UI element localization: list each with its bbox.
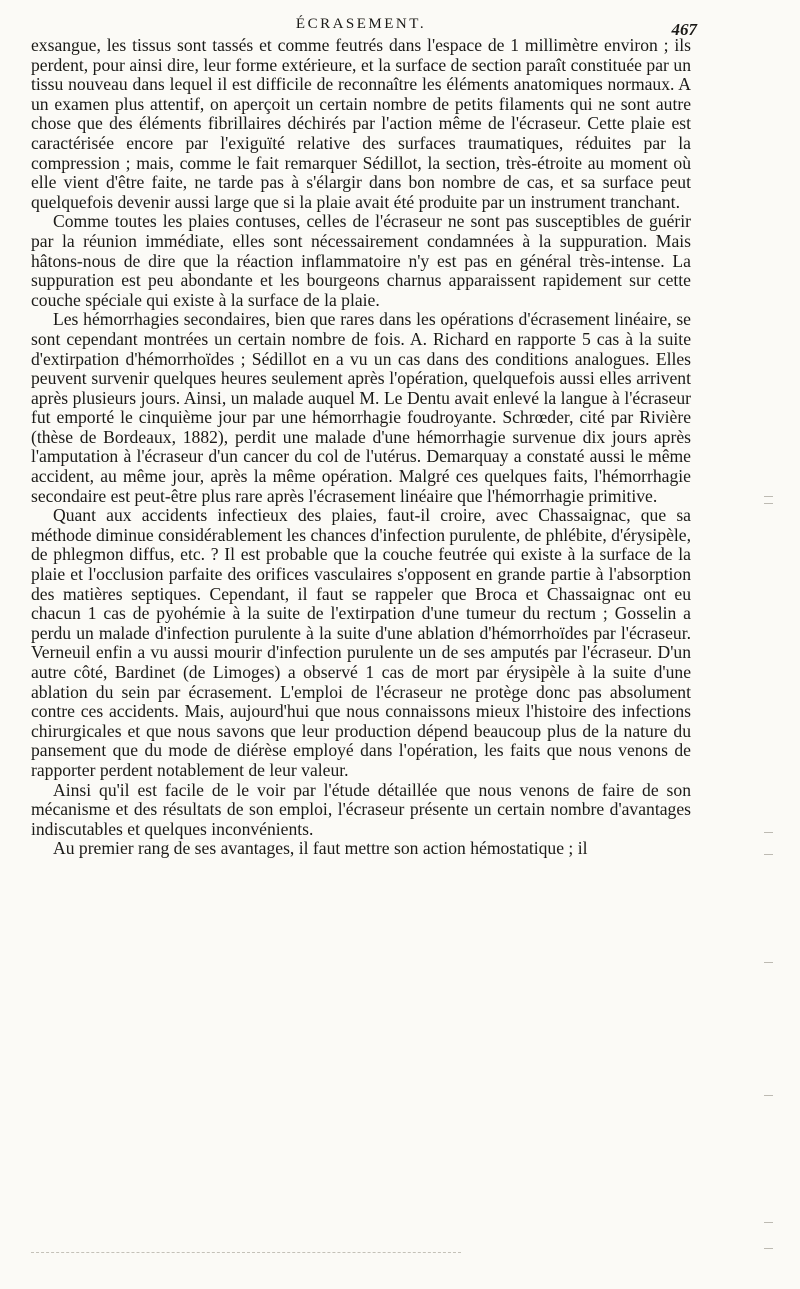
paragraph-2: Comme toutes les plaies contuses, celles de l'écraseur ne sont pas susceptibles de guérir par la réunion immédiate, elles sont nécessairement condamnées à la suppuration. Mais hâtons-nous de dire que la réaction inflammatoire n'y est pas en général très-intense. La suppuration est peu abondante et les bourgeons charnus apparaissent rapidement sur cette couche spéciale qui existe à la surface de la plaie. <box>31 211 691 310</box>
margin-mark <box>764 1248 773 1249</box>
running-title: ÉCRASEMENT. <box>295 16 427 32</box>
margin-mark <box>764 854 773 855</box>
body-text <box>31 36 691 859</box>
margin-mark <box>764 496 773 497</box>
margin-mark <box>764 503 773 504</box>
paragraph-5: Ainsi qu'il est facile de le voir par l'étude détaillée que nous venons de faire de son mécanisme et des résultats de son emploi, l'écraseur présente un certain nombre d'avantages indiscutables et quelques inconvénients. <box>31 779 691 839</box>
paragraph-3: Les hémorrhagies secondaires, bien que rares dans les opérations d'écrasement linéaire, se sont cependant montrées un certain nombre de fois. A. Richard en rapporte 5 cas à la suite d'extirpation d'hémorrhoïdes ; Sédillot en a vu un cas dans des conditions analogues. Elles peuvent survenir quelques heures seulement après l'opération, quelquefois aussi elles arrivent après plusieurs jours. Ainsi, un malade auquel M. Le Dentu avait enlevé la langue à l'écraseur fut emporté le cinquième jour par une hémorrhagie foudroyante. Schrœder, cité par Rivière (thèse de Bordeaux, 1882), perdit une malade d'une hémorrhagie survenue dix jours après l'amputation à l'écraseur d'un cancer du col de l'utérus. Demarquay a constaté aussi le même accident, au même jour, après la même opération. Malgré ces quelques faits, l'hémorrhagie secondaire est peut-être plus rare après l'écrasement linéaire que l'hémorrhagie primitive. <box>31 309 691 506</box>
page-header <box>31 6 697 39</box>
page <box>31 6 697 859</box>
paragraph-4: Quant aux accidents infectieux des plaies, faut-il croire, avec Chassaignac, que sa méthode diminue considérablement les chances d'infection purulente, de phlébite, d'érysipèle, de phlegmon diffus, etc. ? Il est probable que la couche feutrée qui existe à la surface de la plaie et l'occlusion parfaite des orifices vasculaires s'opposent en grande partie à l'absorption des matières septiques. Cependant, il faut se rappeler que Broca et Chassaignac ont eu chacun 1 cas de pyohémie à la suite de l'extirpation d'une tumeur du rectum ; Gosselin a perdu un malade d'infection purulente à la suite d'une ablation d'hémorrhoïdes par l'écraseur. Verneuil enfin a vu aussi mourir d'infection purulente un de ses amputés par l'écraseur. D'un autre côté, Bardinet (de Limoges) a observé 1 cas de mort par érysipèle à la suite d'une ablation du sein par écrasement. L'emploi de l'écraseur ne protège donc pas absolument contre ces accidents. Mais, aujourd'hui que nous connaissons mieux l'histoire des infections chirurgicales et que nous savons que leur production dépend beaucoup plus de la nature du pansement que du mode de diérèse employé dans l'opération, les faits que nous venons de rapporter perdent notablement de leur valeur. <box>31 505 692 780</box>
footer-rule <box>31 1252 461 1253</box>
margin-mark <box>764 1222 773 1223</box>
margin-mark <box>764 1095 773 1096</box>
paragraph-6: Au premier rang de ses avantages, il faut mettre son action hémostatique ; il <box>53 838 588 859</box>
page-number: 467 <box>671 20 697 39</box>
margin-mark <box>764 832 773 833</box>
margin-mark <box>764 962 773 963</box>
paragraph-1: exsangue, les tissus sont tassés et comme feutrés dans l'espace de 1 millimètre environ ; ils perdent, pour ainsi dire, leur forme extérieure, et la surface de section paraît constituée par un tissu nouveau dans lequel il est difficile de reconnaître les éléments anatomiques normaux. A un examen plus attentif, on aperçoit un certain nombre de petits filaments qui ne sont autre chose que des éléments fibrillaires déchirés par l'action même de l'écraseur. Cette plaie est caractérisée encore par l'exiguïté relative des surfaces traumatiques, réduites par la compression ; mais, comme le fait remarquer Sédillot, la section, très-étroite au moment où elle vient d'être faite, ne tarde pas à s'élargir dans bon nombre de cas, et sa surface peut quelquefois devenir aussi large que si la plaie avait été produite par un instrument tranchant. <box>31 35 691 212</box>
